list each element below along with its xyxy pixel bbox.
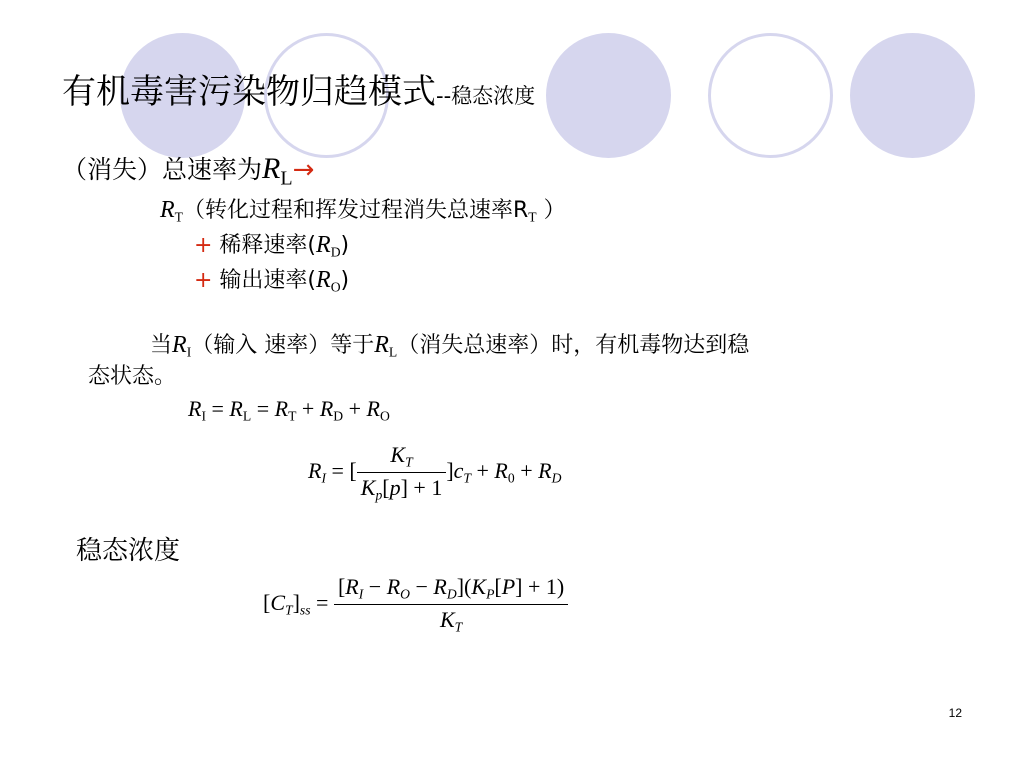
rt-sub: T [174,209,183,225]
eq3-kp: K [471,574,487,599]
eq3-rd-sub: D [446,586,457,602]
eq2-c: c [453,457,464,483]
ri-symbol: R [172,332,187,358]
loss-rate-heading [62,150,314,190]
eq1-r5: R [366,396,380,421]
cond-suffix: （消失总速率）时，有机毒物达到稳 [397,333,750,358]
eq3-n-lb: [ [337,574,346,599]
rl-sub: L [280,167,293,190]
eq2-lb: [ [349,457,357,483]
output-line [194,263,349,295]
eq3-c-sub: T [285,602,293,618]
cond-input: （输入 速率）等于 [191,333,375,358]
eq3-p: P [501,574,516,599]
eq3-c: C [270,589,286,615]
loss-rate-label: （消失）总速率为 [62,155,263,184]
rt-paren-sub: T [528,209,537,225]
eq3-eq: = [310,589,334,615]
eq2-den-one: 1 [431,475,443,501]
eq1-r4: R [319,396,334,421]
eq2-den-rb: ] [400,475,408,501]
eq2-r0-sub: 0 [507,470,515,486]
eq3-ro-sub: O [400,586,410,602]
condition-line-1 [150,330,749,367]
ro-symbol: R [316,267,331,293]
eq1-plus2: + [343,396,367,421]
cond-prefix: 当 [150,333,173,358]
title-suffix: 稳态浓度 [451,84,536,108]
eq2-eq: = [326,457,350,483]
ri-sub: I [186,344,192,360]
eq3-p-lb: [ [494,574,502,599]
rd-symbol: R [316,232,331,258]
eq1-sub-o: O [380,408,390,424]
eq3-ss: ss [299,602,311,618]
eq2-r1: R [308,457,322,483]
decor-circle-3 [546,33,671,158]
eq2-den-lb: [ [382,475,390,501]
eq2-plus2: + [514,457,539,483]
equation-balance [188,396,390,424]
eq3-p-rb: ] [515,574,523,599]
eq2-plus1: + [471,457,495,483]
plus-sign-1: + [194,233,213,258]
equation-steady-conc [263,574,568,636]
eq3-kt: K [439,607,455,633]
output-label: 输出速率( [212,268,317,293]
title-dash: -- [436,84,452,108]
dilution-label: 稀释速率( [212,233,317,258]
eq1-sub-t: T [288,408,297,424]
eq3-lb: [ [263,589,271,615]
eq3-fraction [334,574,568,636]
rt-paren-text: （转化过程和挥发过程消失总速率R [183,198,529,223]
ro-sub: O [330,279,341,295]
eq2-r0: R [494,457,508,483]
eq3-rp: ) [556,574,565,599]
rt-symbol: R [160,197,175,223]
eq3-ri-sub: I [358,586,364,602]
eq1-plus1: + [296,396,320,421]
eq2-den-plus: + [407,475,432,501]
eq1-sub-d: D [333,408,344,424]
eq3-denominator [334,605,568,635]
rl-symbol: R [262,152,281,185]
arrow-right-icon: → [292,155,315,185]
eq2-kp-sub: p [375,487,383,503]
eq2-kt-sub: T [405,454,413,470]
eq3-lp: ( [464,574,472,599]
eq2-den-p: p [389,475,401,501]
rt-line [160,193,566,225]
condition-line-2: 态状态。 [88,364,177,389]
eq3-one: 1 [545,574,557,599]
eq3-kp-sub: P [486,586,495,602]
plus-sign-2: + [194,268,213,293]
dilution-line [194,228,349,260]
page-number: 12 [948,706,962,720]
eq2-kt: K [390,442,406,467]
eq2-rd-sub: D [551,470,562,486]
output-close: ) [340,268,350,293]
eq1-eq1: = [206,396,230,421]
equation-input-rate [308,442,561,504]
title-main: 有机毒害污染物归趋模式 [62,72,436,112]
eq3-ri: R [345,574,359,599]
eq1-sub-l: L [242,408,252,424]
eq2-kp: K [360,475,376,501]
eq3-minus2: − [410,574,434,599]
rt-close: ） [536,198,566,223]
decor-circle-4 [708,33,833,158]
eq3-rd: R [433,574,447,599]
page-title [62,64,535,113]
steady-heading: 稳态浓度 [76,536,181,566]
rd-sub: D [330,244,341,260]
rl-sub-2: L [388,344,398,360]
rl-symbol-2: R [374,332,389,358]
eq3-rb: ] [292,589,300,615]
eq1-r3: R [274,396,289,421]
decor-circle-5 [850,33,975,158]
eq2-denominator [357,473,447,503]
dilution-close: ) [340,233,350,258]
eq1-eq2: = [251,396,275,421]
eq3-minus1: − [363,574,387,599]
eq2-fraction [357,442,447,504]
eq2-numerator [357,442,447,473]
eq3-ro: R [386,574,401,599]
eq3-n-rb: ] [456,574,465,599]
eq3-kt-sub: T [454,619,463,635]
eq3-numerator [334,574,568,605]
eq1-sub-i: I [201,408,206,424]
eq1-r2: R [229,396,243,421]
eq3-plus: + [522,574,546,599]
eq2-sub-i: I [321,470,326,486]
eq2-rb: ] [446,457,454,483]
eq2-c-sub: T [463,470,471,486]
eq1-r1: R [188,396,202,421]
eq2-rd: R [538,457,552,483]
